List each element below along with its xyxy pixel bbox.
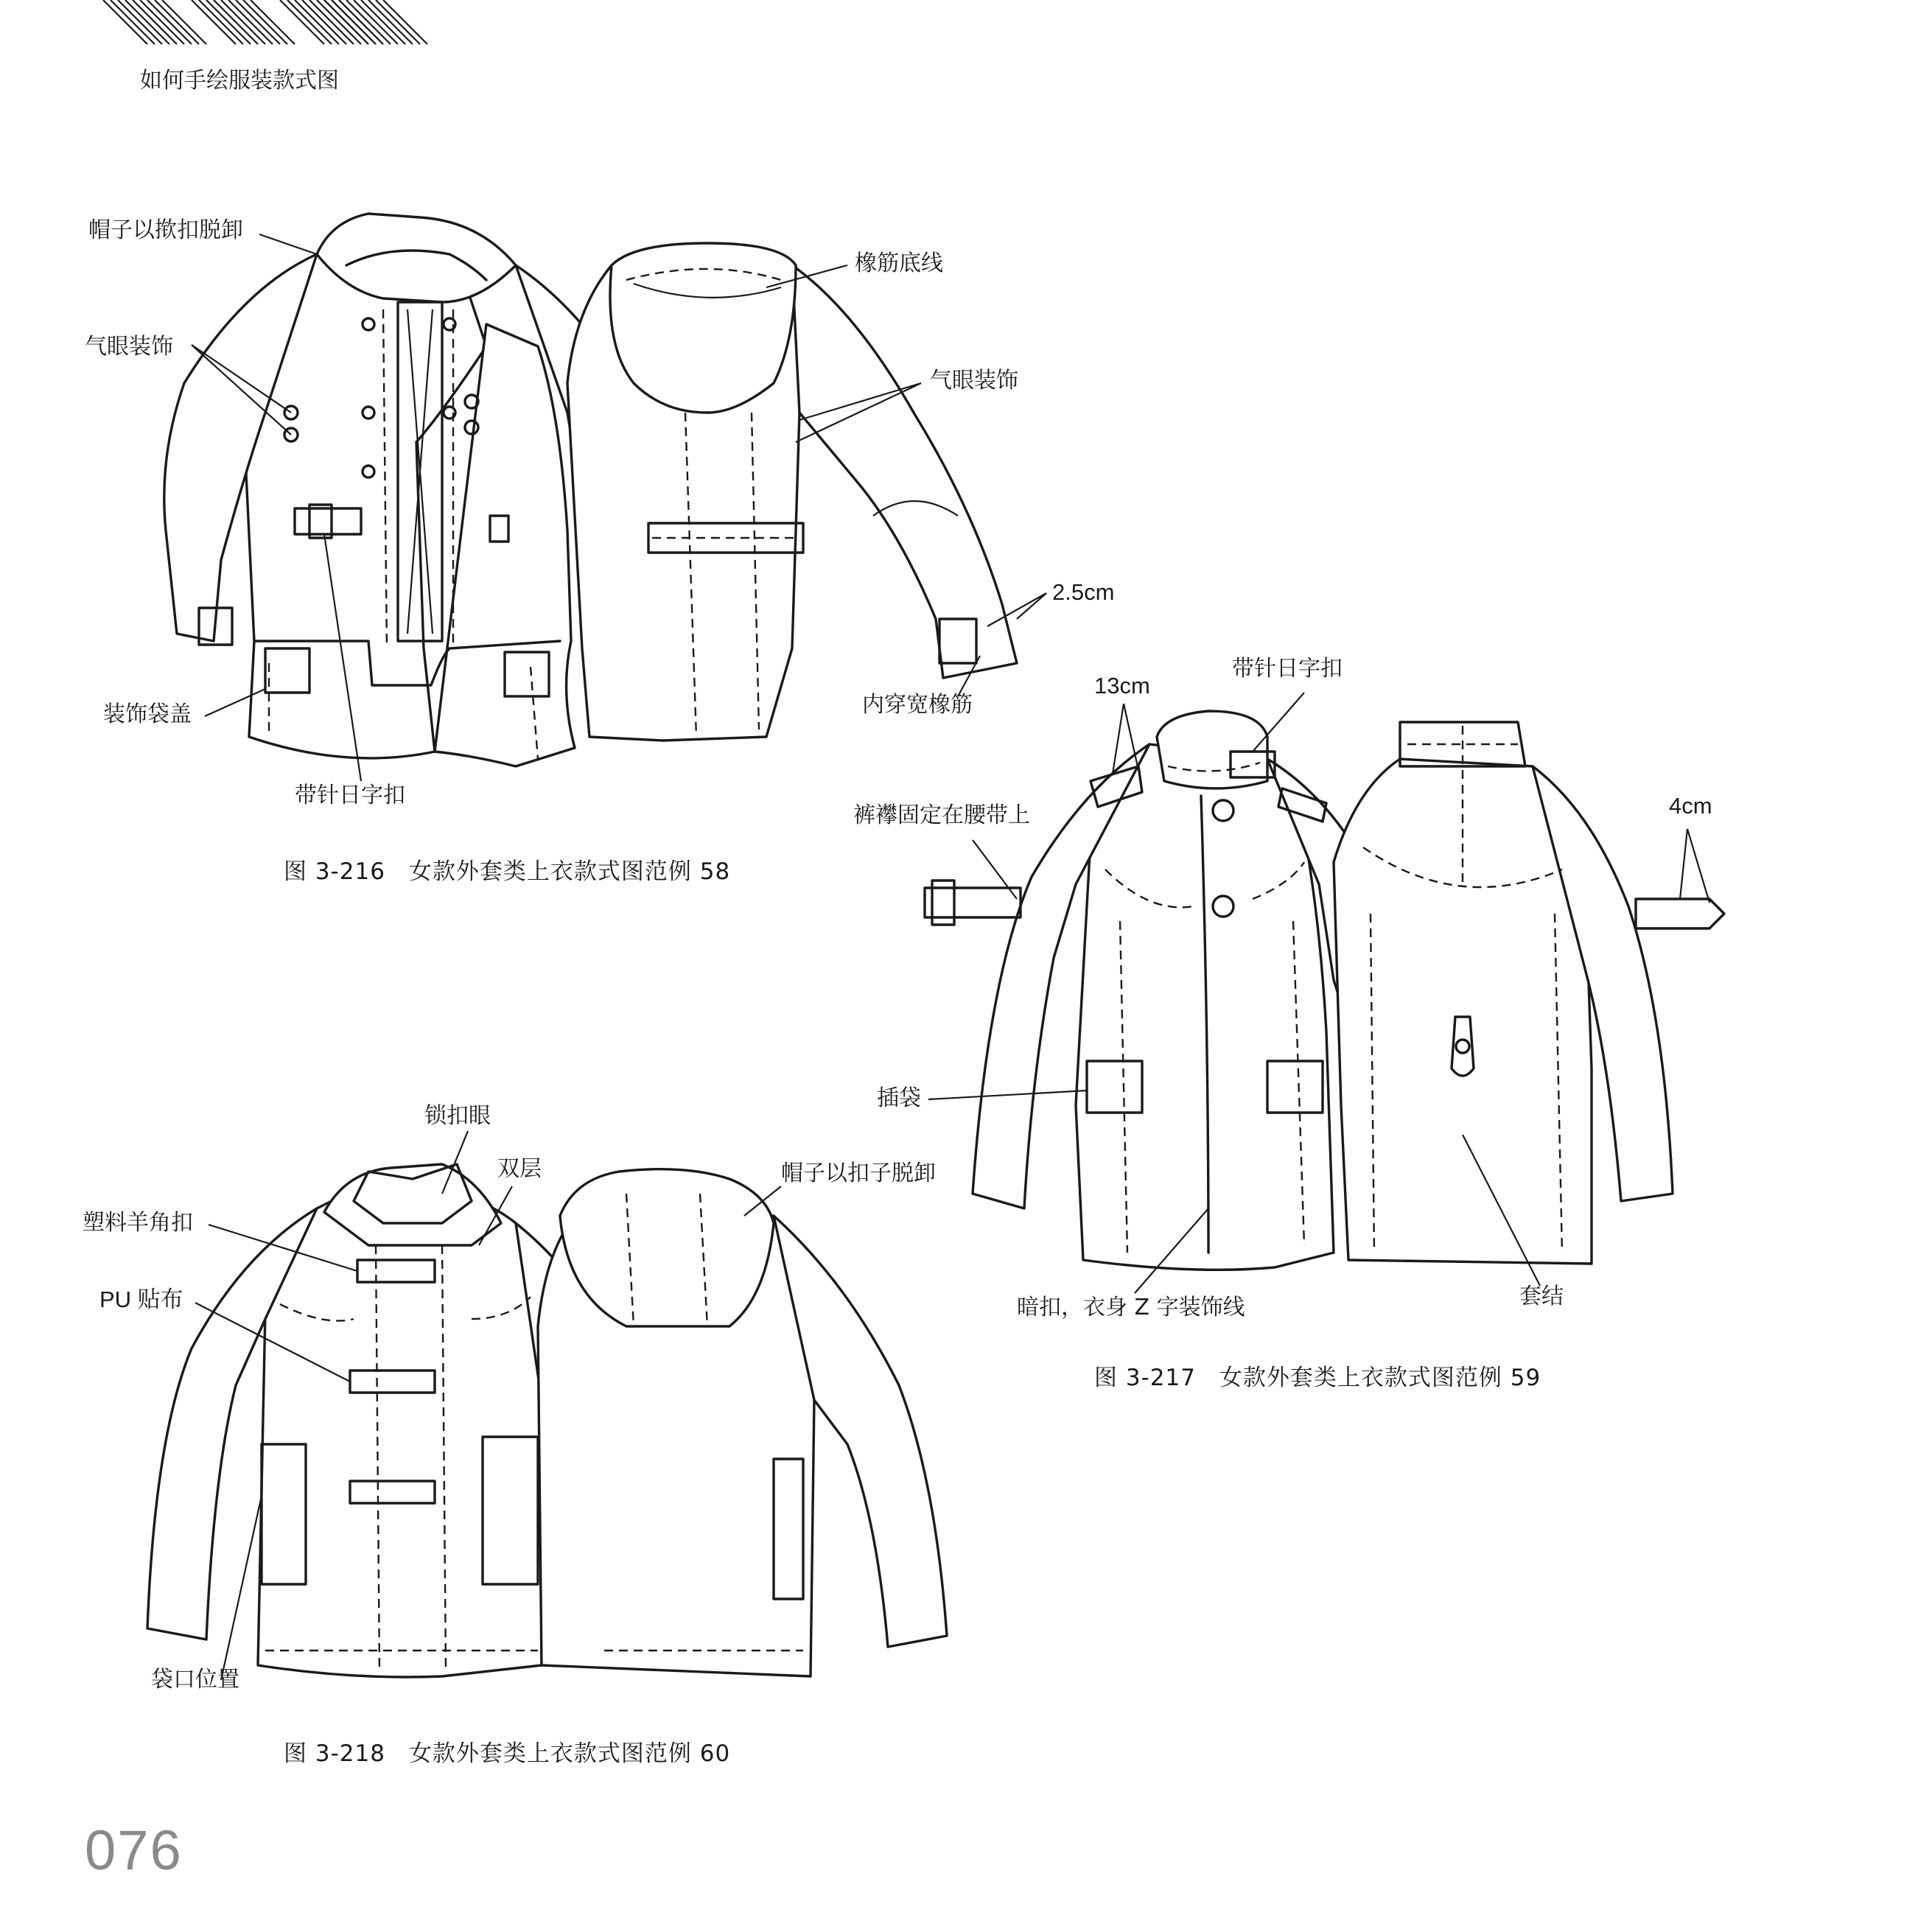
label-bartack: 套结	[1519, 1284, 1564, 1309]
label-insert-pocket: 插袋	[877, 1085, 921, 1111]
label-eyelet-decoration: 气眼装饰	[85, 334, 173, 360]
label-wide-inner-elastic: 内穿宽橡筋	[862, 692, 973, 718]
caption-fig-218: 图 3-218 女款外套类上衣款式图范例 60	[284, 1740, 731, 1767]
label-eyelet-decoration-back: 气眼装饰	[930, 368, 1018, 393]
label-pin-buckle: 带针日字扣	[295, 783, 405, 808]
label-elastic-hem-line: 橡筋底线	[855, 251, 943, 276]
caption-fig-216: 图 3-216 女款外套类上衣款式图范例 58	[284, 858, 731, 885]
label-hidden-snap-z-stitch: 暗扣，衣身 Z 字装饰线	[1017, 1295, 1245, 1320]
fig217-back-coat	[1334, 722, 1724, 1264]
fig216-back-jacket	[567, 243, 1017, 741]
label-hood-button-detach: 帽子以扣子脱卸	[781, 1161, 936, 1186]
label-pocket-opening: 袋口位置	[151, 1667, 239, 1693]
label-hood-snap-detach: 帽子以揿扣脱卸	[88, 217, 243, 243]
label-belt-loop-fixed: 裤襻固定在腰带上	[853, 802, 1030, 828]
label-pin-buckle-217: 带针日字扣	[1232, 656, 1343, 682]
caption-fig-217: 图 3-217 女款外套类上衣款式图范例 59	[1094, 1365, 1541, 1391]
label-2-5cm: 2.5cm	[1052, 579, 1115, 605]
label-keyhole-buttonhole: 锁扣眼	[424, 1103, 491, 1129]
label-double-layer: 双层	[497, 1156, 542, 1182]
page-number: 076	[85, 1819, 183, 1882]
label-plastic-toggle: 塑料羊角扣	[83, 1210, 193, 1236]
header-hatch-decoration	[103, 0, 427, 44]
book-title: 如何手绘服装款式图	[140, 68, 339, 94]
label-13cm: 13cm	[1094, 673, 1150, 699]
label-decorative-pocket-flap: 装饰袋盖	[103, 701, 192, 727]
label-4cm: 4cm	[1669, 793, 1712, 819]
fig218-back-duffle	[538, 1169, 947, 1676]
label-pu-patch: PU 贴布	[99, 1287, 183, 1312]
